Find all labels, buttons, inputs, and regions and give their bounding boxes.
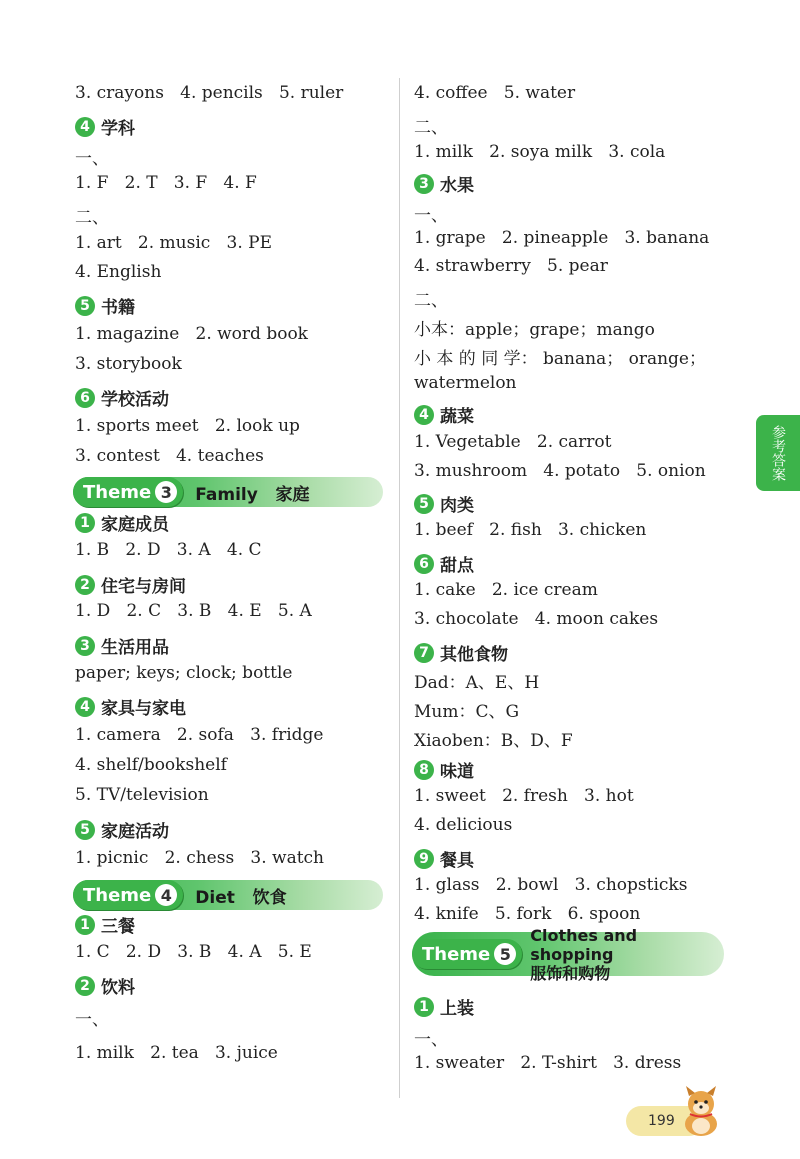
section-heading — [75, 694, 385, 719]
section-heading — [75, 633, 385, 658]
section-number-badge: 6 — [75, 388, 95, 408]
section-title: 家庭活动 — [101, 822, 169, 842]
section-heading — [414, 757, 734, 782]
answer-line: 1. beef 2. fish 3. chicken — [414, 520, 647, 540]
answer-line: 1. sports meet 2. look up — [75, 416, 300, 436]
section-title: 肉类 — [440, 496, 474, 516]
section-number-badge: 1 — [75, 513, 95, 533]
answer-line: 1. grape 2. pineapple 3. banana — [414, 228, 710, 248]
section-number-badge: 2 — [75, 976, 95, 996]
answer-key-tab[interactable]: 参考答案 — [756, 415, 800, 491]
part-label: 一、 — [75, 1010, 109, 1030]
part-label: 一、 — [414, 206, 448, 226]
answer-line: paper; keys; clock; bottle — [75, 663, 293, 683]
answer-line: 3. contest 4. teaches — [75, 446, 264, 466]
answer-line: Xiaoben：B、D、F — [414, 731, 573, 751]
section-heading — [414, 846, 734, 871]
section-title: 三餐 — [101, 917, 135, 937]
answer-line: 1. camera 2. sofa 3. fridge — [75, 725, 324, 745]
section-title: 上装 — [440, 999, 474, 1019]
section-heading — [414, 402, 734, 427]
theme-word: Theme — [422, 943, 491, 965]
part-label: 二、 — [414, 291, 448, 311]
section-title: 其他食物 — [440, 645, 508, 665]
section-heading — [414, 551, 734, 576]
theme-title: Clothes and shopping — [530, 925, 638, 964]
section-title: 餐具 — [440, 851, 474, 871]
part-label: 二、 — [75, 208, 109, 228]
theme-title: Family 家庭 — [195, 484, 310, 505]
part-label: 一、 — [414, 1030, 448, 1050]
theme-pill — [412, 939, 522, 969]
section-title: 饮料 — [101, 978, 135, 998]
section-title: 蔬菜 — [440, 407, 474, 427]
answer-line: 小本：apple；grape；mango — [414, 320, 655, 340]
answer-line: 1. picnic 2. chess 3. watch — [75, 848, 325, 868]
answer-line: 5. TV/television — [75, 785, 209, 805]
answer-line: 1. sweater 2. T-shirt 3. dress — [414, 1053, 682, 1073]
section-title: 水果 — [440, 176, 474, 196]
section-title: 家具与家电 — [101, 699, 186, 719]
theme-number: 5 — [494, 943, 516, 965]
answer-line: 3. chocolate 4. moon cakes — [414, 609, 659, 629]
answer-line: 1. B 2. D 3. A 4. C — [75, 540, 262, 560]
section-heading — [75, 572, 385, 597]
section-heading — [75, 973, 385, 998]
section-heading — [75, 293, 385, 318]
dog-mascot-icon — [678, 1086, 724, 1138]
answer-line: 小 本 的 同 学： banana； orange； — [414, 349, 706, 369]
theme-word: Theme — [83, 481, 152, 503]
theme-number: 4 — [155, 884, 177, 906]
answer-line: 4. strawberry 5. pear — [414, 256, 608, 276]
answer-line: 1. C 2. D 3. B 4. A 5. E — [75, 942, 312, 962]
theme-banner — [73, 880, 383, 910]
section-number-badge: 4 — [75, 117, 95, 137]
section-title: 生活用品 — [101, 638, 169, 658]
section-title: 书籍 — [101, 298, 135, 318]
section-title: 甜点 — [440, 556, 474, 576]
section-number-badge: 4 — [75, 697, 95, 717]
section-number-badge: 8 — [414, 760, 434, 780]
section-heading — [75, 385, 385, 410]
answer-line: 4. shelf/bookshelf — [75, 755, 227, 775]
answer-line: 1. glass 2. bowl 3. chopsticks — [414, 875, 688, 895]
answer-line: 1. D 2. C 3. B 4. E 5. A — [75, 601, 312, 621]
section-number-badge: 5 — [414, 494, 434, 514]
section-number-badge: 1 — [75, 915, 95, 935]
section-heading — [414, 491, 734, 516]
section-number-badge: 2 — [75, 575, 95, 595]
answer-line: 1. F 2. T 3. F 4. F — [75, 173, 257, 193]
answer-line: 4. English — [75, 262, 162, 282]
answer-line: 1. art 2. music 3. PE — [75, 233, 272, 253]
answer-line: 1. sweet 2. fresh 3. hot — [414, 786, 634, 806]
section-heading — [414, 171, 734, 196]
section-number-badge: 6 — [414, 554, 434, 574]
section-number-badge: 5 — [75, 820, 95, 840]
answer-line: Mum：C、G — [414, 702, 520, 722]
answer-line: 3. mushroom 4. potato 5. onion — [414, 461, 706, 481]
theme-banner — [73, 477, 383, 507]
section-number-badge: 3 — [75, 636, 95, 656]
part-label: 一、 — [75, 149, 109, 169]
section-title: 学校活动 — [101, 390, 169, 410]
section-heading — [75, 510, 385, 535]
theme-banner — [412, 925, 724, 983]
section-heading — [75, 912, 385, 937]
column-divider — [399, 78, 400, 1098]
theme-number: 3 — [155, 481, 177, 503]
theme-pill — [73, 477, 183, 507]
answer-line: Dad：A、E、H — [414, 673, 540, 693]
answer-line: 1. milk 2. tea 3. juice — [75, 1043, 278, 1063]
answer-line: 4. delicious — [414, 815, 513, 835]
section-title: 住宅与房间 — [101, 577, 186, 597]
answer-line: 4. knife 5. fork 6. spoon — [414, 904, 641, 924]
page-number: 199 — [626, 1106, 704, 1136]
section-title: 家庭成员 — [101, 515, 169, 535]
answer-line: 4. coffee 5. water — [414, 83, 576, 103]
theme-word: Theme — [83, 884, 152, 906]
section-number-badge: 5 — [75, 296, 95, 316]
theme-subtitle: 服饰和购物 — [530, 963, 611, 983]
section-number-badge: 7 — [414, 643, 434, 663]
answer-line: 1. Vegetable 2. carrot — [414, 432, 612, 452]
answer-line: 1. cake 2. ice cream — [414, 580, 598, 600]
section-heading — [414, 994, 734, 1019]
section-heading — [75, 817, 385, 842]
part-label: 二、 — [414, 118, 448, 138]
section-title: 味道 — [440, 762, 474, 782]
section-number-badge: 3 — [414, 174, 434, 194]
theme-title: Diet 饮食 — [195, 887, 287, 908]
section-number-badge: 4 — [414, 405, 434, 425]
theme-pill — [73, 880, 183, 910]
section-title: 学科 — [101, 119, 135, 139]
answer-line: 1. magazine 2. word book — [75, 324, 308, 344]
section-number-badge: 9 — [414, 849, 434, 869]
answer-line: 1. milk 2. soya milk 3. cola — [414, 142, 666, 162]
answer-line: 3. storybook — [75, 354, 182, 374]
section-heading — [414, 640, 734, 665]
section-heading — [75, 114, 385, 139]
section-number-badge: 1 — [414, 997, 434, 1017]
answer-line: watermelon — [414, 373, 517, 393]
answer-line: 3. crayons 4. pencils 5. ruler — [75, 83, 344, 103]
